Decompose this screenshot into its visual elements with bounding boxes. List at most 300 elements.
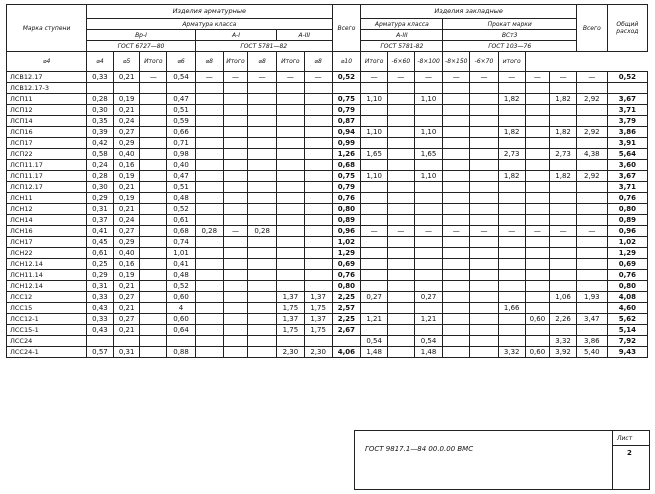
table-row <box>7 116 648 127</box>
row-value: 1,37 <box>277 314 305 325</box>
row-value <box>87 83 114 94</box>
row-value: 4,60 <box>607 303 647 314</box>
row-value <box>498 138 525 149</box>
row-value <box>443 160 470 171</box>
row-value <box>443 303 470 314</box>
row-value: 2,92 <box>576 94 607 105</box>
row-value <box>223 171 248 182</box>
row-value <box>470 83 499 94</box>
row-value: 1,10 <box>414 127 443 138</box>
row-value <box>248 270 277 281</box>
row-value <box>414 281 443 292</box>
row-value <box>443 127 470 138</box>
row-value <box>361 160 388 171</box>
row-value: 0,52 <box>167 204 196 215</box>
row-value <box>304 105 332 116</box>
row-value <box>387 160 414 171</box>
row-value <box>414 248 443 259</box>
row-value <box>195 248 223 259</box>
table-row <box>7 127 648 138</box>
row-value <box>140 83 167 94</box>
row-value <box>277 226 305 237</box>
row-value: 0,28 <box>87 94 114 105</box>
row-value <box>304 83 332 94</box>
row-value <box>525 83 550 94</box>
row-value <box>304 138 332 149</box>
row-value <box>498 193 525 204</box>
row-value <box>277 160 305 171</box>
row-value <box>277 281 305 292</box>
row-value <box>443 193 470 204</box>
row-value <box>550 237 577 248</box>
title-block <box>354 430 650 490</box>
row-value: 0,29 <box>113 138 140 149</box>
row-value: 0,43 <box>87 325 114 336</box>
row-value <box>195 347 223 358</box>
row-value: 1,48 <box>414 347 443 358</box>
row-value <box>443 94 470 105</box>
row-value <box>140 248 167 259</box>
row-value <box>414 182 443 193</box>
row-value <box>550 281 577 292</box>
row-value <box>443 149 470 160</box>
row-value <box>195 204 223 215</box>
row-value <box>498 182 525 193</box>
row-value <box>140 292 167 303</box>
document-code: ГОСТ 9817.1—84 00.0.00 ВМС <box>365 445 474 453</box>
row-value: 1,01 <box>167 248 196 259</box>
row-value: 0,27 <box>414 292 443 303</box>
row-mark: ЛСС15-1 <box>7 325 87 336</box>
row-value: 0,52 <box>332 72 361 83</box>
row-value: — <box>277 72 305 83</box>
row-value: 2,92 <box>576 127 607 138</box>
row-value: 0,79 <box>332 105 361 116</box>
row-value <box>443 237 470 248</box>
row-value <box>576 182 607 193</box>
row-value: 0,47 <box>167 94 196 105</box>
row-value: 0,80 <box>607 281 647 292</box>
row-value <box>304 149 332 160</box>
row-value: 1,37 <box>304 292 332 303</box>
row-value <box>498 270 525 281</box>
row-value: — <box>223 226 248 237</box>
row-value: 2,26 <box>550 314 577 325</box>
row-value: 0,76 <box>332 193 361 204</box>
row-value: 0,29 <box>87 270 114 281</box>
row-value <box>443 336 470 347</box>
row-value: 0,21 <box>113 204 140 215</box>
total-header: Всего <box>332 5 361 52</box>
row-value: — <box>443 226 470 237</box>
row-value <box>277 237 305 248</box>
row-value: 0,40 <box>113 248 140 259</box>
table-row <box>7 336 648 347</box>
row-value <box>387 182 414 193</box>
row-mark: ЛСП11.17 <box>7 171 87 182</box>
row-value: — <box>195 72 223 83</box>
row-value: — <box>387 226 414 237</box>
row-value: 0,54 <box>361 336 388 347</box>
row-value <box>387 237 414 248</box>
row-value <box>550 105 577 116</box>
row-value <box>525 193 550 204</box>
table-row <box>7 347 648 358</box>
row-value: 0,45 <box>87 237 114 248</box>
row-value: 0,30 <box>87 182 114 193</box>
row-value <box>140 336 167 347</box>
row-value <box>195 193 223 204</box>
row-value: 0,41 <box>87 226 114 237</box>
row-value <box>525 116 550 127</box>
row-value <box>277 149 305 160</box>
row-value: 0,47 <box>167 171 196 182</box>
row-value: 0,51 <box>167 105 196 116</box>
row-value: 0,48 <box>167 270 196 281</box>
subheader-cell: ⌀8 <box>304 52 332 72</box>
row-value: 0,75 <box>332 171 361 182</box>
row-value <box>576 138 607 149</box>
row-value <box>304 160 332 171</box>
row-value <box>113 83 140 94</box>
row-value <box>414 204 443 215</box>
subheader-cell: -6×60 <box>387 52 414 72</box>
row-value <box>387 204 414 215</box>
row-value <box>387 325 414 336</box>
row-value: 1,29 <box>332 248 361 259</box>
row-value <box>576 116 607 127</box>
row-value <box>140 215 167 226</box>
row-value <box>248 138 277 149</box>
row-value: 0,52 <box>607 72 647 83</box>
row-value <box>361 138 388 149</box>
row-value: 5,62 <box>607 314 647 325</box>
row-value <box>361 248 388 259</box>
row-value <box>248 292 277 303</box>
row-value: 0,99 <box>332 138 361 149</box>
row-value: 1,26 <box>332 149 361 160</box>
total2-header: Всего <box>576 5 607 52</box>
row-value <box>525 336 550 347</box>
row-value <box>576 281 607 292</box>
gost-a-header: ГОСТ 5781—82 <box>195 41 332 52</box>
row-value <box>304 204 332 215</box>
row-value <box>223 83 248 94</box>
row-value: 0,94 <box>332 127 361 138</box>
row-value <box>140 105 167 116</box>
row-value <box>248 336 277 347</box>
row-value <box>525 105 550 116</box>
row-value: 0,52 <box>167 281 196 292</box>
row-value: 0,61 <box>167 215 196 226</box>
row-value: 0,74 <box>167 237 196 248</box>
table-row <box>7 105 648 116</box>
row-value: 0,24 <box>87 160 114 171</box>
row-value: 0,30 <box>87 105 114 116</box>
row-mark: ЛСВ12.17-3 <box>7 83 87 94</box>
row-value <box>248 204 277 215</box>
row-value <box>550 193 577 204</box>
row-value <box>576 237 607 248</box>
row-value <box>443 105 470 116</box>
row-value: 0,96 <box>607 226 647 237</box>
row-value: 1,82 <box>550 94 577 105</box>
row-value <box>277 83 305 94</box>
row-value <box>525 248 550 259</box>
row-value <box>443 171 470 182</box>
row-value: 7,92 <box>607 336 647 347</box>
row-value <box>248 193 277 204</box>
row-value <box>443 248 470 259</box>
row-value <box>361 193 388 204</box>
row-value <box>550 204 577 215</box>
subheader-cell: ⌀8 <box>248 52 277 72</box>
row-value <box>387 149 414 160</box>
row-value <box>470 160 499 171</box>
row-value <box>140 259 167 270</box>
table-row <box>7 193 648 204</box>
row-value <box>195 237 223 248</box>
embedded-header: Изделия закладные <box>361 5 577 19</box>
row-mark: ЛСП12 <box>7 105 87 116</box>
row-value <box>140 303 167 314</box>
table-row <box>7 259 648 270</box>
gost-vr-header: ГОСТ 6727—80 <box>87 41 196 52</box>
row-value <box>470 215 499 226</box>
row-value <box>470 204 499 215</box>
row-value <box>361 182 388 193</box>
row-value <box>223 281 248 292</box>
row-value: — <box>414 226 443 237</box>
row-value <box>304 281 332 292</box>
row-value <box>223 182 248 193</box>
row-value <box>304 270 332 281</box>
row-mark: ЛСН12.14 <box>7 281 87 292</box>
row-value <box>525 160 550 171</box>
row-value: — <box>223 72 248 83</box>
row-value: 0,69 <box>332 259 361 270</box>
row-value: 0,54 <box>167 72 196 83</box>
row-value: 1,75 <box>277 303 305 314</box>
row-value <box>248 347 277 358</box>
row-value <box>140 138 167 149</box>
row-value: 0,69 <box>607 259 647 270</box>
table-row <box>7 237 648 248</box>
row-value <box>195 325 223 336</box>
row-value <box>414 237 443 248</box>
table-row <box>7 149 648 160</box>
row-value: 5,64 <box>607 149 647 160</box>
row-value: 3,67 <box>607 171 647 182</box>
row-value: 0,54 <box>414 336 443 347</box>
row-mark: ЛСП11.17 <box>7 160 87 171</box>
row-value <box>387 292 414 303</box>
row-value: 3,60 <box>607 160 647 171</box>
row-value <box>195 116 223 127</box>
row-value <box>576 215 607 226</box>
row-value <box>525 259 550 270</box>
row-value <box>525 303 550 314</box>
row-value: — <box>470 226 499 237</box>
row-value: 0,16 <box>113 259 140 270</box>
row-value <box>387 83 414 94</box>
row-mark: ЛСС24 <box>7 336 87 347</box>
row-value <box>576 160 607 171</box>
row-mark: ЛСН17 <box>7 237 87 248</box>
table-row <box>7 270 648 281</box>
row-value: 0,31 <box>87 204 114 215</box>
row-value: 3,67 <box>607 94 647 105</box>
row-value <box>550 160 577 171</box>
row-mark: ЛСП22 <box>7 149 87 160</box>
row-value: 2,25 <box>332 314 361 325</box>
row-value <box>248 171 277 182</box>
row-value: 0,25 <box>87 259 114 270</box>
subheader-cell: Итого <box>223 52 248 72</box>
row-value: 2,67 <box>332 325 361 336</box>
row-value: 1,21 <box>414 314 443 325</box>
row-value <box>414 83 443 94</box>
row-value <box>223 292 248 303</box>
row-value <box>470 259 499 270</box>
row-value: 1,75 <box>277 325 305 336</box>
row-value <box>223 149 248 160</box>
row-value: 1,02 <box>607 237 647 248</box>
a1-header: А-I <box>195 30 276 41</box>
row-value <box>195 281 223 292</box>
row-value: 0,33 <box>87 314 114 325</box>
row-value <box>387 116 414 127</box>
table-row <box>7 226 648 237</box>
row-value <box>277 116 305 127</box>
row-value <box>248 259 277 270</box>
row-value <box>167 83 196 94</box>
table-row <box>7 160 648 171</box>
row-value <box>550 270 577 281</box>
subheader-cell: итого <box>498 52 525 72</box>
row-value: 3,32 <box>498 347 525 358</box>
row-value <box>361 303 388 314</box>
row-value <box>167 336 196 347</box>
row-value <box>387 215 414 226</box>
row-value <box>277 204 305 215</box>
row-value: 0,21 <box>113 182 140 193</box>
row-value <box>470 149 499 160</box>
row-value: 0,68 <box>167 226 196 237</box>
row-value: 0,61 <box>87 248 114 259</box>
row-value <box>304 336 332 347</box>
row-value <box>223 160 248 171</box>
row-value <box>223 270 248 281</box>
row-value: 4,08 <box>607 292 647 303</box>
row-value: 0,87 <box>332 116 361 127</box>
row-value <box>414 138 443 149</box>
row-value: — <box>498 226 525 237</box>
row-value <box>361 105 388 116</box>
subheader-cell: ⌀5 <box>113 52 140 72</box>
row-value <box>361 281 388 292</box>
row-value: 0,24 <box>113 215 140 226</box>
row-value <box>443 138 470 149</box>
subheader-cell: ⌀4 <box>7 52 87 72</box>
row-value: 0,21 <box>113 72 140 83</box>
row-value <box>470 248 499 259</box>
row-value: 1,10 <box>361 171 388 182</box>
row-value: 1,93 <box>576 292 607 303</box>
row-value <box>140 160 167 171</box>
row-value <box>498 336 525 347</box>
row-value <box>414 303 443 314</box>
row-value <box>498 325 525 336</box>
row-value: 0,31 <box>113 347 140 358</box>
row-value <box>248 105 277 116</box>
row-value: 3,71 <box>607 182 647 193</box>
row-value: 0,40 <box>167 160 196 171</box>
row-value <box>223 259 248 270</box>
row-value <box>361 83 388 94</box>
row-value <box>525 138 550 149</box>
row-value <box>195 149 223 160</box>
row-value <box>387 138 414 149</box>
row-mark: ЛСП17 <box>7 138 87 149</box>
specification-table <box>6 4 648 358</box>
row-value <box>223 215 248 226</box>
row-value <box>140 226 167 237</box>
row-value <box>387 336 414 347</box>
table-row <box>7 204 648 215</box>
row-value <box>470 94 499 105</box>
row-value <box>195 336 223 347</box>
row-mark: ЛСП16 <box>7 127 87 138</box>
row-value <box>140 193 167 204</box>
row-value <box>525 270 550 281</box>
row-value <box>304 237 332 248</box>
row-value: 1,75 <box>304 325 332 336</box>
row-value <box>361 270 388 281</box>
table-row <box>7 281 648 292</box>
row-mark: ЛСН14 <box>7 215 87 226</box>
row-value: 2,73 <box>550 149 577 160</box>
row-value <box>387 248 414 259</box>
subheader-cell: Итого <box>140 52 167 72</box>
subheader-cell: ⌀4 <box>87 52 114 72</box>
row-value <box>550 116 577 127</box>
row-value: 1,82 <box>550 127 577 138</box>
row-value <box>414 325 443 336</box>
row-value <box>470 138 499 149</box>
subheader-cell: ⌀10 <box>332 52 361 72</box>
row-value <box>607 83 647 94</box>
a3b-header: А-III <box>361 30 443 41</box>
sheet-number: 2 <box>627 449 632 457</box>
row-value <box>277 138 305 149</box>
row-value: 0,16 <box>113 160 140 171</box>
row-mark: ЛСН16 <box>7 226 87 237</box>
row-value <box>498 215 525 226</box>
row-value: 3,86 <box>576 336 607 347</box>
row-value: 1,82 <box>498 94 525 105</box>
row-value: 1,29 <box>607 248 647 259</box>
row-value: 3,71 <box>607 105 647 116</box>
row-value: 1,82 <box>498 127 525 138</box>
row-value: 1,10 <box>361 94 388 105</box>
row-value <box>525 182 550 193</box>
row-value: — <box>470 72 499 83</box>
row-value: — <box>525 226 550 237</box>
row-value: — <box>361 72 388 83</box>
row-value: 0,33 <box>87 72 114 83</box>
row-value <box>248 281 277 292</box>
